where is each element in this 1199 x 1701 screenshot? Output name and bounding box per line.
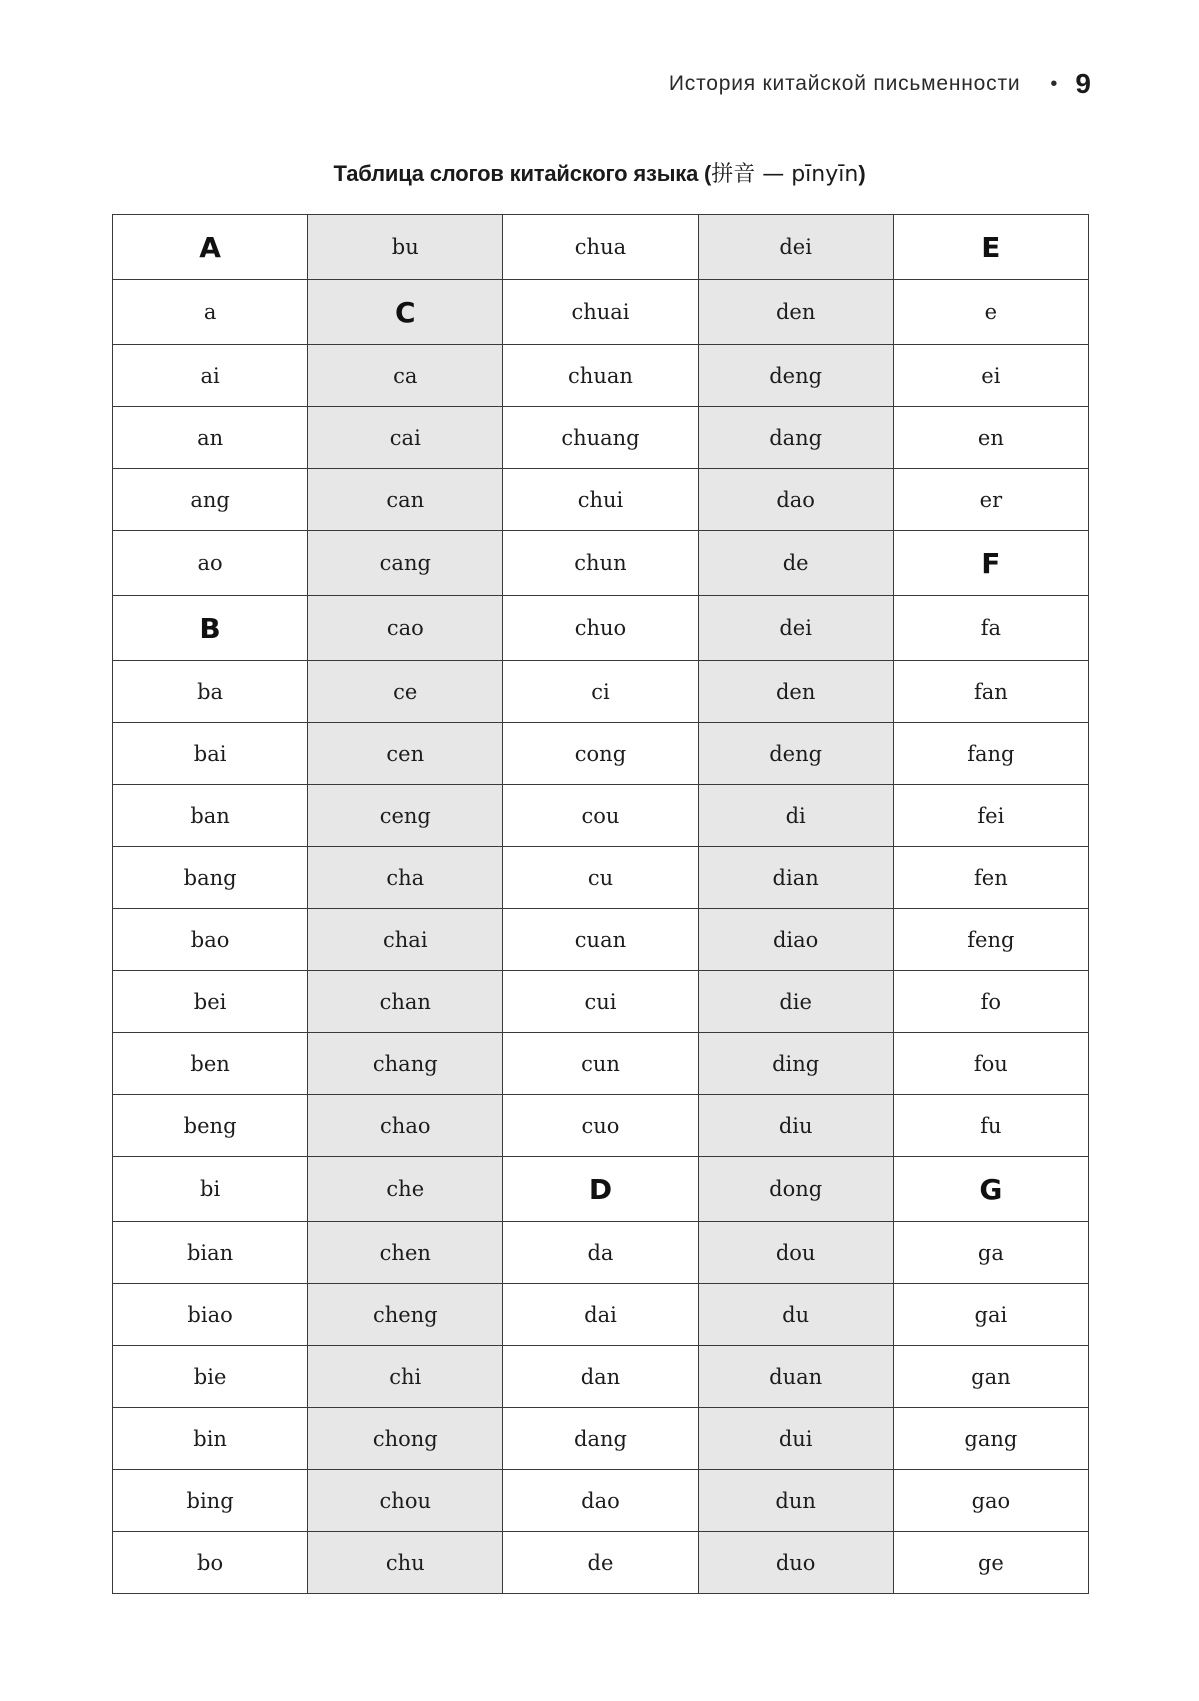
syllable-cell: ce bbox=[308, 661, 503, 723]
syllable-cell: er bbox=[893, 469, 1088, 531]
syllable-cell: fo bbox=[893, 971, 1088, 1033]
syllable-cell: fei bbox=[893, 785, 1088, 847]
syllable-cell: cun bbox=[503, 1033, 698, 1095]
table-row bbox=[113, 1033, 1089, 1095]
syllable-cell: cheng bbox=[308, 1284, 503, 1346]
syllable-cell: ba bbox=[113, 661, 308, 723]
syllable-cell: diao bbox=[698, 909, 893, 971]
syllable-cell: dao bbox=[698, 469, 893, 531]
syllable-cell: cha bbox=[308, 847, 503, 909]
syllable-cell: can bbox=[308, 469, 503, 531]
table-row bbox=[113, 596, 1089, 661]
syllable-cell: bin bbox=[113, 1408, 308, 1470]
syllable-cell: de bbox=[503, 1532, 698, 1594]
table-row bbox=[113, 1157, 1089, 1222]
syllable-cell: die bbox=[698, 971, 893, 1033]
syllable-cell: fa bbox=[893, 596, 1088, 661]
syllable-cell: chao bbox=[308, 1095, 503, 1157]
table-row bbox=[113, 1470, 1089, 1532]
syllable-cell: en bbox=[893, 407, 1088, 469]
letter-header-cell: D bbox=[503, 1157, 698, 1222]
header-separator: • bbox=[1050, 72, 1058, 95]
syllable-table-body bbox=[113, 215, 1089, 1594]
table-row bbox=[113, 1284, 1089, 1346]
table-row bbox=[113, 345, 1089, 407]
syllable-cell: chou bbox=[308, 1470, 503, 1532]
syllable-cell: deng bbox=[698, 345, 893, 407]
syllable-cell: chong bbox=[308, 1408, 503, 1470]
syllable-cell: bing bbox=[113, 1470, 308, 1532]
syllable-cell: cen bbox=[308, 723, 503, 785]
syllable-cell: chui bbox=[503, 469, 698, 531]
syllable-cell: chun bbox=[503, 531, 698, 596]
syllable-cell: bai bbox=[113, 723, 308, 785]
syllable-cell: da bbox=[503, 1222, 698, 1284]
syllable-cell: cu bbox=[503, 847, 698, 909]
syllable-cell: ai bbox=[113, 345, 308, 407]
syllable-cell: den bbox=[698, 280, 893, 345]
table-title-pinyin: pīnyīn bbox=[791, 162, 859, 187]
letter-header-cell: F bbox=[893, 531, 1088, 596]
syllable-cell: beng bbox=[113, 1095, 308, 1157]
syllable-cell: cuan bbox=[503, 909, 698, 971]
table-row bbox=[113, 531, 1089, 596]
syllable-cell: ca bbox=[308, 345, 503, 407]
table-row bbox=[113, 1532, 1089, 1594]
table-title-text: Таблица слогов китайского языка ( bbox=[333, 161, 712, 186]
table-row bbox=[113, 723, 1089, 785]
syllable-cell: di bbox=[698, 785, 893, 847]
table-title bbox=[0, 157, 1199, 188]
table-row bbox=[113, 1095, 1089, 1157]
syllable-cell: cao bbox=[308, 596, 503, 661]
syllable-cell: dong bbox=[698, 1157, 893, 1222]
syllable-cell: chu bbox=[308, 1532, 503, 1594]
syllable-cell: bu bbox=[308, 215, 503, 280]
syllable-cell: dun bbox=[698, 1470, 893, 1532]
syllable-cell: bie bbox=[113, 1346, 308, 1408]
syllable-cell: du bbox=[698, 1284, 893, 1346]
syllable-cell: ang bbox=[113, 469, 308, 531]
table-row bbox=[113, 1222, 1089, 1284]
letter-header-cell: C bbox=[308, 280, 503, 345]
syllable-cell: an bbox=[113, 407, 308, 469]
syllable-cell: bei bbox=[113, 971, 308, 1033]
syllable-cell: ao bbox=[113, 531, 308, 596]
syllable-cell: deng bbox=[698, 723, 893, 785]
syllable-cell: de bbox=[698, 531, 893, 596]
syllable-cell: chang bbox=[308, 1033, 503, 1095]
syllable-cell: diu bbox=[698, 1095, 893, 1157]
syllable-cell: cong bbox=[503, 723, 698, 785]
table-row bbox=[113, 407, 1089, 469]
running-head bbox=[669, 68, 1091, 100]
syllable-cell: dang bbox=[698, 407, 893, 469]
syllable-cell: duo bbox=[698, 1532, 893, 1594]
page-number: 9 bbox=[1075, 68, 1091, 99]
table-row bbox=[113, 847, 1089, 909]
table-row bbox=[113, 1346, 1089, 1408]
syllable-cell: dei bbox=[698, 215, 893, 280]
syllable-cell: gao bbox=[893, 1470, 1088, 1532]
table-row bbox=[113, 971, 1089, 1033]
running-title: История китайской письменности bbox=[668, 72, 1021, 95]
syllable-cell: chua bbox=[503, 215, 698, 280]
syllable-cell: chan bbox=[308, 971, 503, 1033]
syllable-cell: chuo bbox=[503, 596, 698, 661]
syllable-cell: ban bbox=[113, 785, 308, 847]
syllable-cell: bao bbox=[113, 909, 308, 971]
syllable-cell: gan bbox=[893, 1346, 1088, 1408]
syllable-cell: dei bbox=[698, 596, 893, 661]
syllable-cell: fang bbox=[893, 723, 1088, 785]
syllable-cell: dou bbox=[698, 1222, 893, 1284]
syllable-cell: bi bbox=[113, 1157, 308, 1222]
letter-header-cell: E bbox=[893, 215, 1088, 280]
syllable-cell: gang bbox=[893, 1408, 1088, 1470]
syllable-cell: ceng bbox=[308, 785, 503, 847]
syllable-cell: fu bbox=[893, 1095, 1088, 1157]
syllable-cell: bo bbox=[113, 1532, 308, 1594]
syllable-cell: chi bbox=[308, 1346, 503, 1408]
table-row bbox=[113, 1408, 1089, 1470]
syllable-cell: ding bbox=[698, 1033, 893, 1095]
syllable-cell: a bbox=[113, 280, 308, 345]
letter-header-cell: A bbox=[113, 215, 308, 280]
syllable-cell: chuai bbox=[503, 280, 698, 345]
syllable-cell: gai bbox=[893, 1284, 1088, 1346]
syllable-cell: chen bbox=[308, 1222, 503, 1284]
table-row bbox=[113, 215, 1089, 280]
syllable-cell: ge bbox=[893, 1532, 1088, 1594]
letter-header-cell: B bbox=[113, 596, 308, 661]
syllable-cell: chuang bbox=[503, 407, 698, 469]
syllable-cell: fen bbox=[893, 847, 1088, 909]
syllable-cell: dian bbox=[698, 847, 893, 909]
syllable-cell: ci bbox=[503, 661, 698, 723]
syllable-cell: fou bbox=[893, 1033, 1088, 1095]
syllable-cell: dao bbox=[503, 1470, 698, 1532]
syllable-cell: dang bbox=[503, 1408, 698, 1470]
syllable-cell: dan bbox=[503, 1346, 698, 1408]
syllable-cell: cui bbox=[503, 971, 698, 1033]
table-title-dash: — bbox=[755, 162, 792, 187]
syllable-cell: dai bbox=[503, 1284, 698, 1346]
syllable-cell: ga bbox=[893, 1222, 1088, 1284]
syllable-table bbox=[112, 214, 1089, 1594]
table-row bbox=[113, 661, 1089, 723]
syllable-cell: biao bbox=[113, 1284, 308, 1346]
syllable-cell: e bbox=[893, 280, 1088, 345]
syllable-cell: ben bbox=[113, 1033, 308, 1095]
syllable-cell: bang bbox=[113, 847, 308, 909]
syllable-cell: fan bbox=[893, 661, 1088, 723]
syllable-cell: chuan bbox=[503, 345, 698, 407]
table-row bbox=[113, 909, 1089, 971]
syllable-cell: chai bbox=[308, 909, 503, 971]
syllable-cell: cuo bbox=[503, 1095, 698, 1157]
letter-header-cell: G bbox=[893, 1157, 1088, 1222]
table-title-hanzi: 拼音 bbox=[711, 162, 756, 187]
table-row bbox=[113, 280, 1089, 345]
syllable-cell: cang bbox=[308, 531, 503, 596]
syllable-cell: cou bbox=[503, 785, 698, 847]
syllable-cell: bian bbox=[113, 1222, 308, 1284]
table-row bbox=[113, 785, 1089, 847]
syllable-cell: duan bbox=[698, 1346, 893, 1408]
table-row bbox=[113, 469, 1089, 531]
syllable-cell: ei bbox=[893, 345, 1088, 407]
syllable-cell: cai bbox=[308, 407, 503, 469]
syllable-cell: feng bbox=[893, 909, 1088, 971]
syllable-cell: dui bbox=[698, 1408, 893, 1470]
table-title-close: ) bbox=[858, 161, 866, 186]
syllable-cell: che bbox=[308, 1157, 503, 1222]
syllable-cell: den bbox=[698, 661, 893, 723]
